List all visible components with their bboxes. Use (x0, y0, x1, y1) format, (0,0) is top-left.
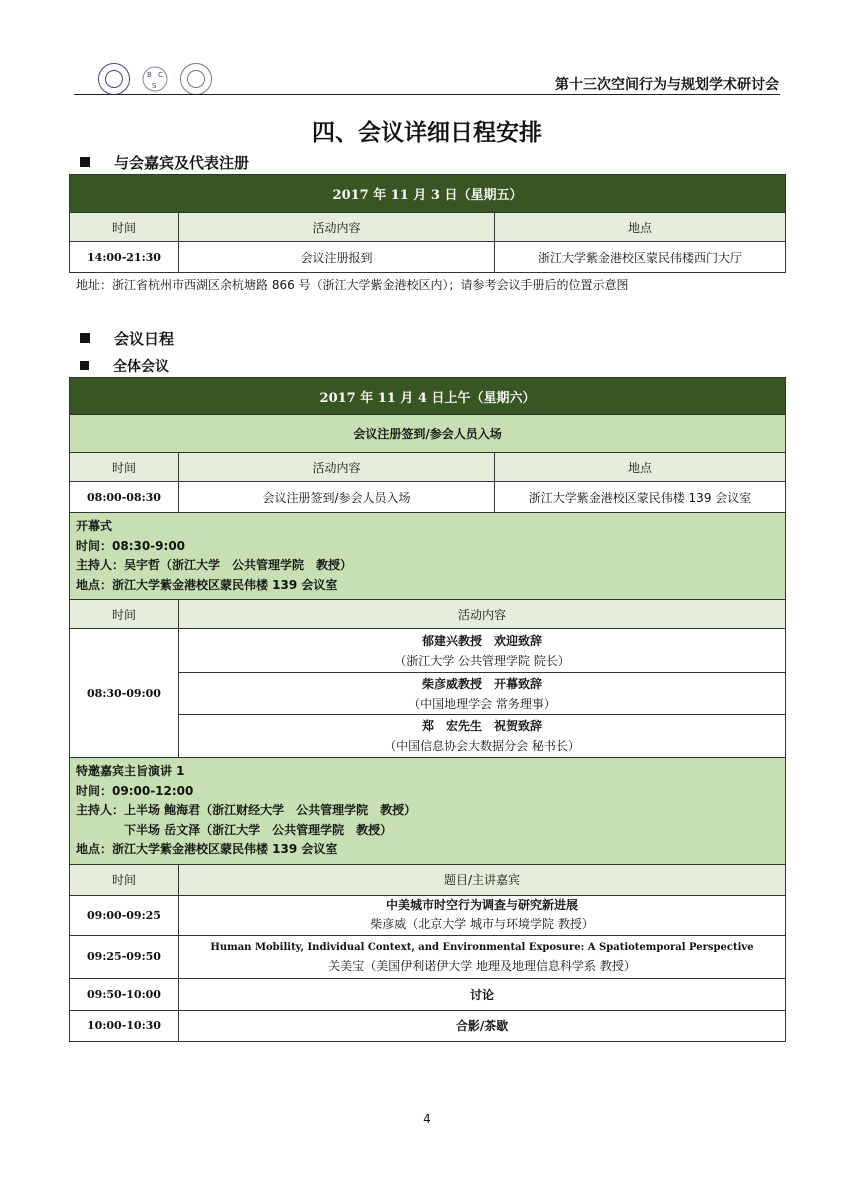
keynote-time: 时间：09:00-12:00 (76, 783, 194, 798)
speech-name: 郁建兴教授 欢迎致辞 (422, 633, 543, 648)
plenary-sub-title: 全体会议 (80, 356, 169, 376)
institute-seal-icon (180, 63, 212, 95)
registration-activity: 会议注册报到 (179, 242, 495, 273)
header-logos (98, 62, 212, 96)
talk-time: 09:00-09:25 (70, 895, 179, 935)
signin-time: 08:00-08:30 (70, 482, 179, 513)
talk-speaker: 关美宝（美国伊利诺伊大学 地理及地理信息科学系 教授） (328, 958, 636, 973)
talk-title: Human Mobility, Individual Context, and Environmental Exposure: A Spatiotemporal Perspective (210, 941, 754, 953)
keynote-title: 特邀嘉宾主旨演讲 1 (76, 764, 185, 778)
speech-name: 郑 宏先生 祝贺致辞 (422, 719, 543, 733)
speech-detail: （中国地理学会 常务理事） (408, 696, 556, 711)
registration-section-title: 与会嘉宾及代表注册 (80, 152, 249, 173)
talk-title: 中美城市时空行为调查与研究新进展 (386, 898, 579, 912)
talk-row (179, 895, 786, 935)
opening-speech-time: 08:30-09:00 (70, 629, 179, 758)
registration-date: 2017 年 11 月 3 日（星期五） (70, 175, 786, 213)
keynote-host-second: 下半场 岳文泽（浙江大学 公共管理学院 教授） (76, 822, 393, 837)
university-seal-icon (98, 63, 130, 95)
talk-title: 合影/茶歇 (179, 1010, 786, 1041)
keynote-info (70, 758, 786, 865)
registration-note: 地址：浙江省杭州市西湖区余杭塘路 866 号（浙江大学紫金港校区内）；请参考会议手册后的位置示意图 (76, 278, 629, 292)
col-activity: 活动内容 (179, 600, 786, 629)
opening-host: 主持人：吴宇哲（浙江大学 公共管理学院 教授） (76, 558, 353, 572)
speech-detail: （浙江大学 公共管理学院 院长） (394, 653, 570, 668)
signin-activity: 会议注册签到/参会人员入场 (179, 482, 495, 513)
registration-time: 14:00-21:30 (70, 242, 179, 273)
svg-text:C: C (158, 71, 163, 79)
svg-text:B: B (147, 71, 152, 79)
signin-location: 浙江大学紫金港校区蒙民伟楼 139 会议室 (495, 482, 786, 513)
talk-row (179, 935, 786, 978)
bsc-logo-icon (138, 64, 172, 94)
col-time: 时间 (70, 600, 179, 629)
schedule-table (69, 377, 786, 1042)
registration-table (69, 174, 786, 273)
signin-title: 会议注册签到/参会人员入场 (70, 415, 786, 453)
col-location: 地点 (495, 453, 786, 482)
opening-time: 时间：08:30-9:00 (76, 538, 186, 553)
speech-name: 柴彦威教授 开幕致辞 (422, 676, 543, 691)
col-time: 时间 (70, 453, 179, 482)
opening-title: 开幕式 (76, 519, 113, 533)
col-activity: 活动内容 (179, 453, 495, 482)
svg-text:S: S (152, 82, 157, 90)
col-time: 时间 (70, 213, 179, 242)
talk-time: 09:50-10:00 (70, 978, 179, 1010)
col-activity: 活动内容 (179, 213, 495, 242)
page-title: 四、会议详细日程安排 (312, 119, 542, 146)
speech-detail: （中国信息协会大数据分会 秘书长） (384, 739, 580, 753)
keynote-host-first: 主持人：上半场 鲍海君（浙江财经大学 公共管理学院 教授） (76, 803, 417, 817)
talk-time: 09:25-09:50 (70, 935, 179, 978)
page-number: 4 (423, 1112, 431, 1126)
opening-info (70, 513, 786, 600)
opening-location: 地点：浙江大学紫金港校区蒙民伟楼 139 会议室 (76, 577, 338, 592)
talk-time: 10:00-10:30 (70, 1010, 179, 1041)
header-title: 第十三次空间行为与规划学术研讨会 (555, 77, 779, 93)
col-location: 地点 (495, 213, 786, 242)
registration-location: 浙江大学紫金港校区蒙民伟楼西门大厅 (495, 242, 786, 273)
col-time: 时间 (70, 864, 179, 895)
schedule-date: 2017 年 11 月 4 日上午（星期六） (70, 378, 786, 415)
header-divider (74, 94, 780, 95)
speech-row (179, 673, 786, 715)
schedule-section-title: 会议日程 (80, 328, 174, 349)
keynote-location: 地点：浙江大学紫金港校区蒙民伟楼 139 会议室 (76, 842, 338, 856)
speech-row (179, 715, 786, 758)
talk-speaker: 柴彦威（北京大学 城市与环境学院 教授） (370, 917, 594, 931)
speech-row (179, 629, 786, 673)
col-topic: 题目/主讲嘉宾 (179, 864, 786, 895)
talk-title: 讨论 (179, 978, 786, 1010)
